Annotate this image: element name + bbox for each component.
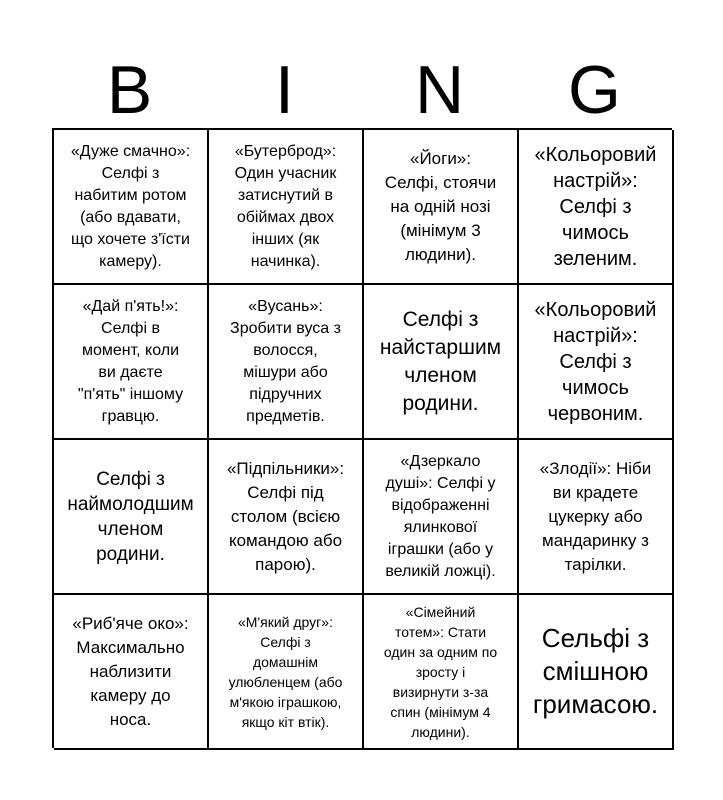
cell-text: «Риб'яче око»: Максимально наблизити камеру до носа. [72,613,189,729]
bingo-cell-r3c1[interactable] [54,440,209,595]
bingo-cell-r1c3[interactable] [364,130,519,285]
bingo-cell-r4c3[interactable] [364,595,519,750]
header-letter-i: I [275,52,294,128]
bingo-cell-r2c2[interactable] [209,285,364,440]
header-letter-g: G [568,52,621,128]
cell-text: «Злодії»: Ніби ви крадете цукерку або мандаринку з тарілки. [539,458,652,574]
bingo-cell-r3c3[interactable] [364,440,519,595]
cell-text: «Кольоровий настрій»: Селфі з чимось зеленим. [534,143,657,270]
bingo-cell-r2c1[interactable] [54,285,209,440]
bingo-cell-r4c4[interactable] [519,595,674,750]
bingo-cell-r3c2[interactable] [209,440,364,595]
cell-text: «Йоги»: Селфі, стоячи на одній нозі (мінімум 3 людини). [384,148,497,264]
cell-text: «Дай п'ять!»: Селфі в момент, коли ви даєте "п'ять" іншому гравцю. [77,297,184,425]
bingo-cell-r1c2[interactable] [209,130,364,285]
header-letter-n: N [414,52,465,128]
bingo-grid [52,128,672,748]
cell-text: «Вусань»: Зробити вуса з волосся, мішури або підручних предметів. [230,297,341,425]
cell-text: «Дуже смачно»: Селфі з набитим ротом (або вдавати, що хочете з'їсти камеру). [70,142,191,270]
cell-text: «Кольоровий настрій»: Селфі з чимось червоним. [534,298,657,425]
bingo-cell-r1c4[interactable] [519,130,674,285]
cell-text: «Сімейний тотем»: Стати один за одним по зросту і визирнути з-за спин (мінімум 4 людини). [383,603,498,740]
cell-text: «Підпільники»: Селфі під столом (всією командою або парою). [226,458,345,574]
bingo-cell-r2c3[interactable] [364,285,519,440]
header-letter-b: B [106,52,153,128]
bingo-cell-r2c4[interactable] [519,285,674,440]
cell-text: Селфі з найстаршим членом родини. [379,307,502,415]
bingo-cell-r4c2[interactable] [209,595,364,750]
cell-text: «Бутерброд»: Один учасник затиснутий в обіймах двох інших (як начинка). [234,142,337,270]
bingo-cell-r4c1[interactable] [54,595,209,750]
cell-text: «Дзеркало душі»: Селфі у відображенні ялинкової іграшки (або у великій ложці). [385,452,496,580]
cell-text: «М'який друг»: Селфі з домашнім улюбленцем (або м'якою іграшкою, якщо кіт втік). [228,613,343,730]
bingo-header [52,52,672,128]
bingo-cell-r1c1[interactable] [54,130,209,285]
bingo-cell-r3c4[interactable] [519,440,674,595]
cell-text: Сельфі з смішною гримасою. [532,623,659,719]
cell-text: Селфі з наймолодшим членом родини. [67,468,194,565]
